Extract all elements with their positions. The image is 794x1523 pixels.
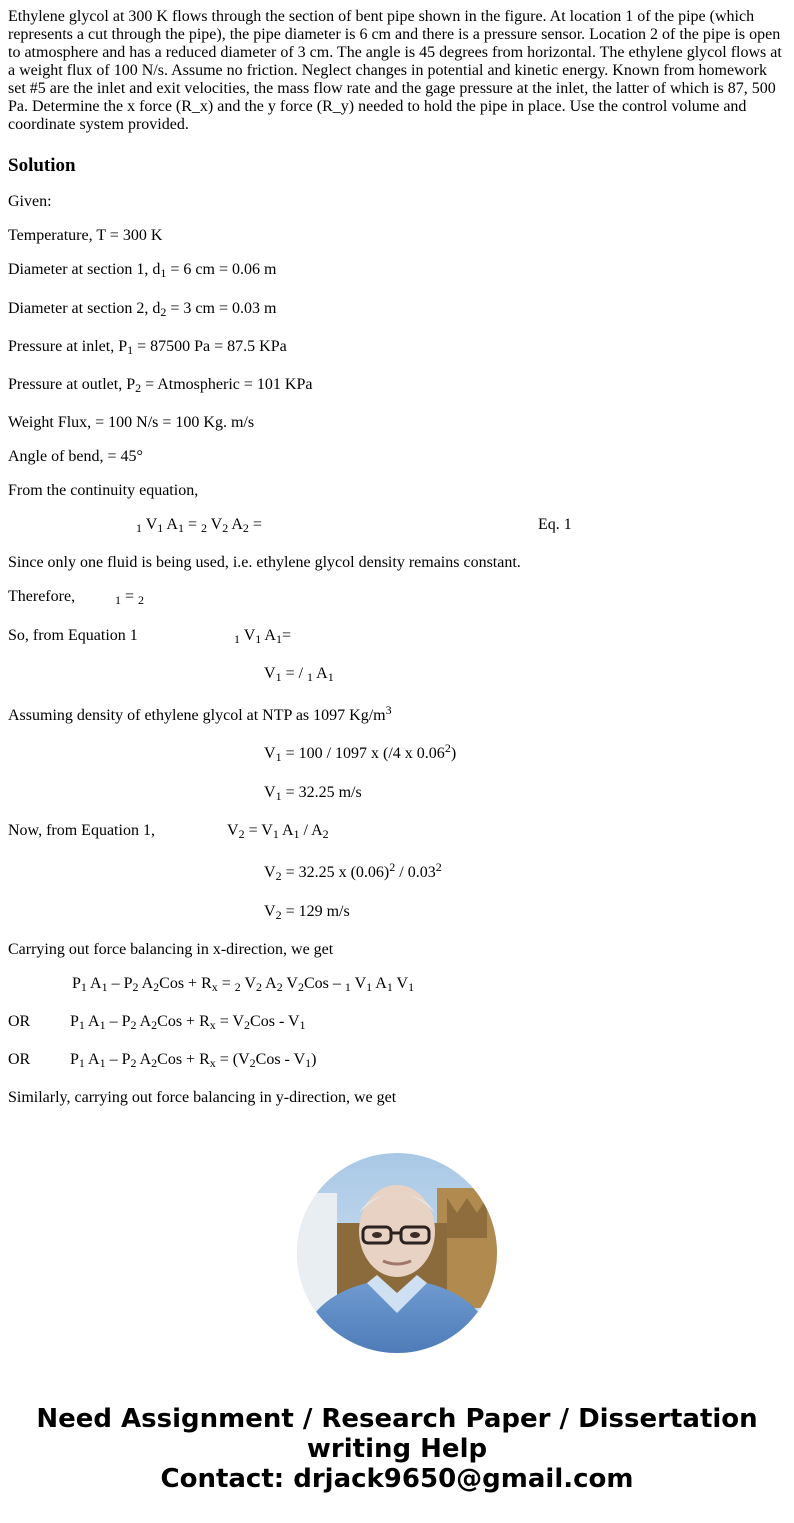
since-line: Since only one fluid is being used, i.e. ethylene glycol density remains constant.: [8, 554, 521, 571]
or-label-2: OR: [8, 1051, 31, 1068]
v2-formula: $V_2 = V_1$ $A_1 / A_2$: [227, 822, 329, 841]
v2-result: $V_2 = 129$ m/s: [264, 903, 350, 922]
diameter-2-line: Diameter at section 2, $d_2 = 3$ cm = 0.03 m: [8, 300, 277, 319]
or-label-1: OR: [8, 1013, 31, 1030]
given-label: Given:: [8, 193, 52, 210]
mass-flow-equation: $_1$ $V_1$ $A_1=$: [234, 627, 291, 646]
so-from-label: So, from Equation 1: [8, 627, 138, 644]
problem-statement: Ethylene glycol at 300 K flows through the section of bent pipe shown in the figure. At location 1 of the pipe (which represents a cut through the pipe), the pipe diameter is 6 cm and there is a pressure sensor. Location 2 of the pipe is open to atmosphere and has a reduced diameter of 3 cm. The angle is 45 degrees from horizontal. The ethylene glycol flows at a weight flux of 100 N/s. Assume no friction. Neglect changes in potential and kinetic energy. Known from homework set #5 are the inlet and exit velocities, the mass flow rate and the gage pressure at the inlet, the latter of which is 87, 500 Pa. Determine the x force (R_x) and the y force (R_y) needed to hold the pipe in place. Use the control volume and coordinate system provided.: [8, 8, 782, 133]
banner-line-1: Need Assignment / Research Paper / Dissertation: [36, 1404, 758, 1434]
v1-result: $V_1 = 32.25$ m/s: [264, 784, 362, 803]
x-direction-line: Carrying out force balancing in x-direction, we get: [8, 941, 334, 958]
equation-1-label: Eq. 1: [538, 516, 572, 533]
portrait-image: [297, 1153, 497, 1353]
continuity-line: From the continuity equation,: [8, 482, 199, 499]
y-direction-line: Similarly, carrying out force balancing in y-direction, we get: [8, 1089, 397, 1106]
banner-contact: Contact: drjack9650@gmail.com: [160, 1464, 634, 1494]
angle-line: Angle of bend, = 45°: [8, 448, 143, 465]
solution-document: [8, 0, 786, 1106]
pressure-outlet-line: Pressure at outlet, $P_2$ = Atmospheric = 101 KPa: [8, 376, 313, 395]
assuming-line: Assuming density of ethylene glycol at NTP as 1097 $Kg/m^3$: [8, 703, 392, 724]
author-photo: [297, 1153, 497, 1353]
solution-heading: Solution: [8, 155, 76, 176]
density-equality: $_1$ = $_2$: [115, 588, 145, 607]
therefore-label: Therefore,: [8, 588, 76, 605]
v1-formula: $V_1$ = / $_1$ $A_1$: [264, 665, 334, 684]
temperature-line: Temperature, T = 300 K: [8, 227, 163, 244]
weight-flux-line: Weight Flux, = 100 N/s = 100 Kg. m/s: [8, 414, 255, 431]
x-force-equation-3: $P_1$ $A_1 - P_2$ $A_2Cos + R_x = (V_2Cos - V_1)$: [70, 1051, 317, 1070]
pressure-inlet-line: Pressure at inlet, $P_1 = 87500$ Pa = 87.5 KPa: [8, 338, 287, 357]
now-from-label: Now, from Equation 1,: [8, 822, 155, 839]
v1-substitution: $V_1 = 100 / 1097$ x (/4 x 0.06$^2$): [264, 741, 457, 764]
v2-substitution: $V_2 = 32.25$ x $(0.06)^2 / 0.03^2$: [264, 860, 442, 883]
banner-line-2: writing Help: [306, 1434, 488, 1464]
equation-1: $_1$ $V_1$ $A_1 = _2$ $V_2$ $A_2$ =: [136, 516, 262, 535]
x-force-equation-1: $P_1$ $A_1 - P_2$ $A_2Cos + R_x = _2$ $V_2$ $A_2$ $V_2Cos - _1$ $V_1$ $A_1$ $V_1$: [72, 975, 415, 994]
promo-banner: [0, 1404, 794, 1494]
x-force-equation-2: $P_1$ $A_1 - P_2$ $A_2Cos + R_x = V_2Cos - V_1$: [70, 1013, 306, 1032]
diameter-1-line: Diameter at section 1, $d_1 = 6$ cm = 0.06 m: [8, 261, 277, 280]
